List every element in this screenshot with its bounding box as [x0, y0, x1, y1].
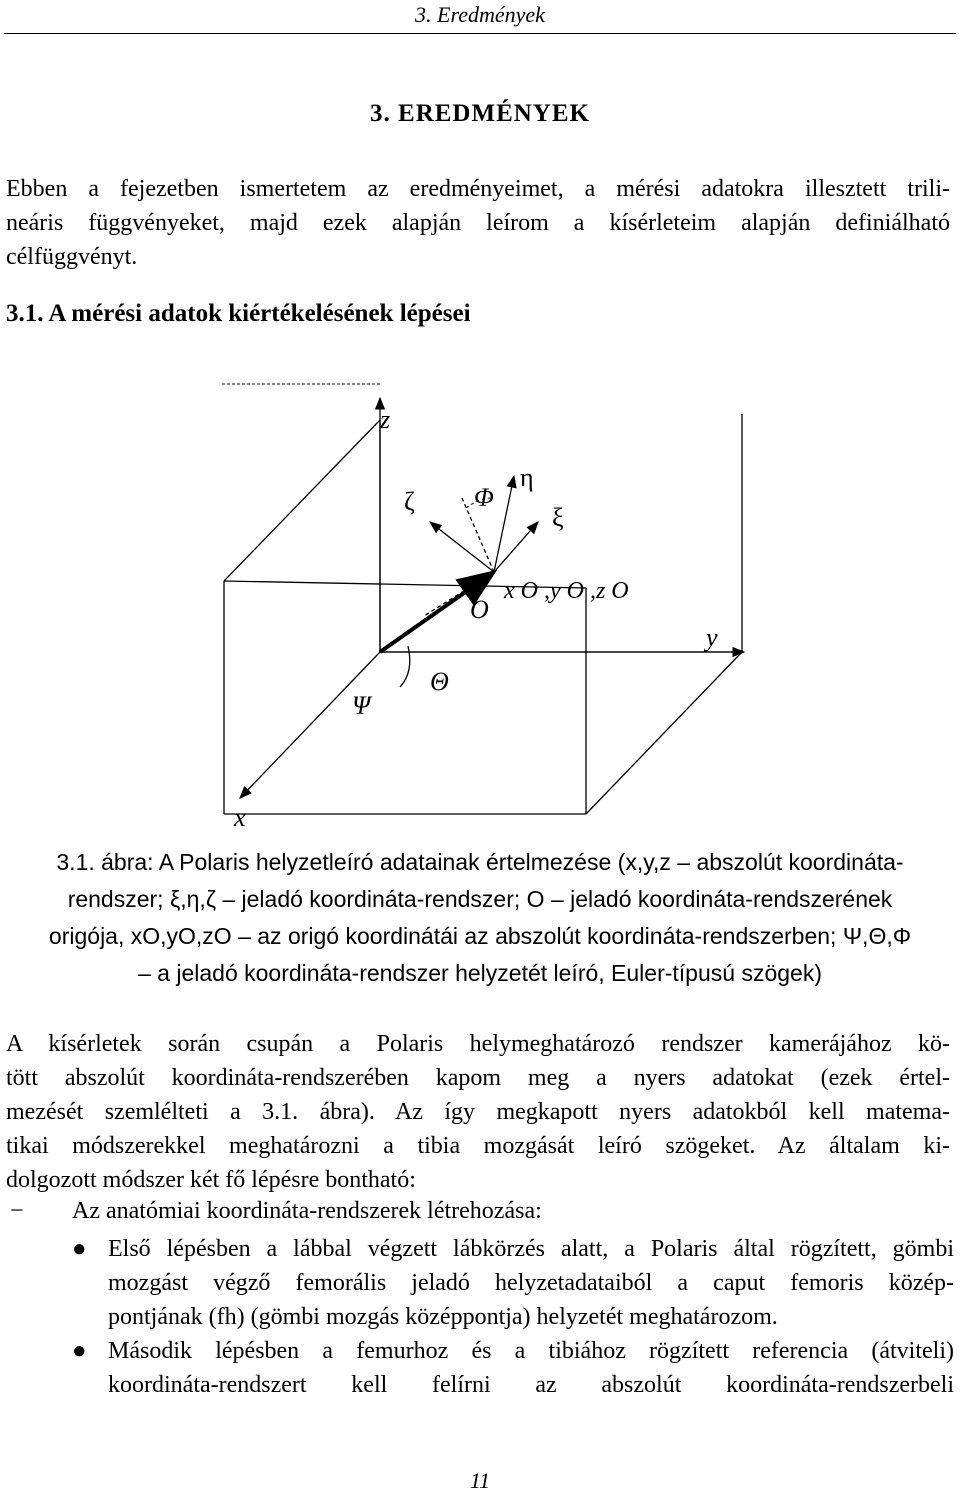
origin-label: O	[470, 595, 489, 624]
figure-caption-line-3: origója, xO,yO,zO – az origó koordinátái az abszolút koordináta-rendszerben; Ψ,Θ,Φ	[48, 923, 912, 949]
chapter-title: 3. EREDMÉNYEK	[370, 100, 590, 127]
bullet-2-line-2: koordináta-rendszert kell felírni az abszolút koordináta-rendszerbeli	[108, 1372, 954, 1398]
bullet-2-line-1: Második lépésben a femurhoz és a tibiához rögzített referencia (átviteli)	[108, 1338, 954, 1364]
figure-caption-line-1: 3.1. ábra: A Polaris helyzetleíró adatainak értelmezése (x,y,z – abszolút koordináta-	[56, 849, 904, 875]
section-title: 3.1. A mérési adatok kiértékelésének lépései	[6, 300, 471, 327]
bullet-marker-1: ●	[72, 1236, 87, 1262]
dash-marker: −	[10, 1198, 24, 1224]
psi-label: Ψ	[352, 691, 371, 720]
header-rule	[4, 33, 956, 34]
bullet-marker-2: ●	[72, 1338, 87, 1364]
running-head: 3. Eredmények	[415, 2, 545, 27]
bullet-1-line-3: pontjának (fh) (gömbi mozgás középpontja) helyzetét meghatározom.	[108, 1304, 778, 1330]
z-axis-label: z	[380, 405, 391, 434]
body-line-5: dolgozott módszer két fő lépésre bontható:	[6, 1167, 416, 1193]
zeta-label: ζ	[404, 487, 415, 516]
bullet-1-line-1: Első lépésben a lábbal végzett lábkörzés alatt, a Polaris által rögzített, gömbi	[108, 1236, 954, 1262]
dash-item-text: Az anatómiai koordináta-rendszerek létrehozása:	[72, 1198, 542, 1224]
origin-coordinates-label: x O ,y O ,z O	[504, 578, 629, 604]
figure-caption-line-4: – a jeladó koordináta-rendszer helyzetét leíró, Euler-típusú szögek)	[138, 960, 822, 986]
coordinate-system-figure	[218, 370, 758, 830]
phi-label: Φ	[474, 483, 494, 512]
intro-line-2: neáris függvényeket, majd ezek alapján leírom a kísérleteim alapján definiálható	[6, 210, 950, 236]
eta-label: η	[520, 463, 534, 492]
page-number: 11	[469, 1468, 491, 1493]
theta-label: Θ	[430, 667, 449, 696]
bullet-1-line-2: mozgást végző femorális jeladó helyzetadataiból a caput femoris közép-	[108, 1270, 954, 1296]
body-line-2: tött abszolút koordináta-rendszerében kapom meg a nyers adatokat (ezek értel-	[6, 1065, 950, 1091]
y-axis-label: y	[706, 623, 718, 652]
body-line-1: A kísérletek során csupán a Polaris helymeghatározó rendszer kamerájához kö-	[6, 1031, 950, 1057]
body-line-3: mezését szemlélteti a 3.1. ábra). Az így megkapott nyers adatokból kell matema-	[6, 1099, 950, 1125]
absolute-axes	[240, 398, 744, 798]
x-axis-label: x	[234, 803, 246, 830]
body-line-4: tikai módszerekkel meghatározni a tibia mozgását leíró szögeket. Az általam ki-	[6, 1133, 950, 1159]
intro-line-1: Ebben a fejezetben ismertetem az eredményeimet, a mérési adatokra illesztett trili-	[6, 176, 950, 202]
intro-line-3: célfüggvényt.	[6, 244, 138, 270]
figure-caption-line-2: rendszer; ξ,η,ζ – jeladó koordináta-rendszer; O – jeladó koordináta-rendszerének	[67, 886, 893, 912]
xi-label: ξ	[552, 503, 564, 532]
